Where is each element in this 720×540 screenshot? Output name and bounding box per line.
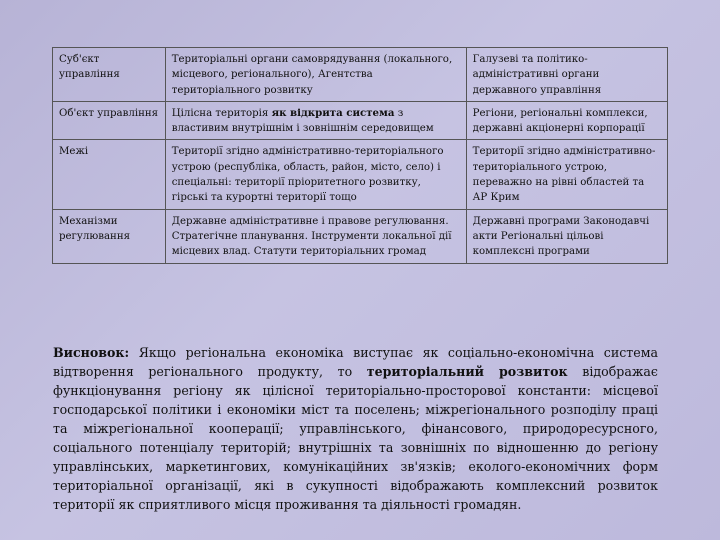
row-label: Механізми регулювання: [53, 209, 166, 263]
cell-state: Державні програми Законодавчі акти Регіональні цільові комплексні програми: [466, 209, 667, 263]
row-label: Суб'єкт управління: [53, 48, 166, 102]
cell-local: [165, 101, 466, 140]
comparison-table: [52, 47, 668, 264]
cell-local: Територіальні органи самоврядування (локального, місцевого, регіонального), Агентства територіального розвитку: [165, 48, 466, 102]
conclusion-lead: Висновок:: [53, 345, 130, 360]
table-row: [53, 140, 668, 209]
table-row: [53, 101, 668, 140]
row-label: Межі: [53, 140, 166, 209]
cell-bold-text: як відкрита система: [271, 106, 395, 119]
cell-local: Державне адміністративне і правове регулювання. Стратегічне планування. Інструменти локальної дії місцевих влад. Статути територіальних громад: [165, 209, 466, 263]
cell-text: з властивим внутрішнім і зовнішнім середовищем: [171, 107, 434, 135]
cell-state: Регіони, регіональні комплекси, державні акціонерні корпорації: [466, 101, 667, 140]
conclusion-text: Якщо регіональна економіка виступає як соціально-економічна система відтворення регіонального продукту, то: [53, 345, 658, 379]
conclusion-emphasis: територіальний розвиток: [366, 364, 568, 379]
conclusion-text: відображає функціонування регіону як цілісної територіально-просторової константи: місцевої господарської політики і економіки міст та поселень; міжрегіонального розподілу праці та міжрегіональної кооперації; управлінського, фінансового, природоресурсного, соціального потенціалу територій; внутрішніх та зовнішніх по відношенню до регіону управлінських, маркетингових, комунікаційних зв'язків; еколого-економічних форм територіальної організації, які в сукупності відображають комплексний розвиток території як сприятливого місця проживання та діяльності громадян.: [53, 364, 658, 512]
cell-local: Території згідно адміністративно-територіального устрою (республіка, область, район, місто, село) і спеціальні: території пріоритетного розвитку, гірські та курортні території тощо: [165, 140, 466, 209]
table-row: [53, 48, 668, 102]
conclusion-paragraph: [53, 343, 658, 514]
table-row: [53, 209, 668, 263]
cell-state: Території згідно адміністративно-територіального устрою, переважно на рівні областей та АР Крим: [466, 140, 667, 209]
cell-state: Галузеві та політико-адміністративні органи державного управління: [466, 48, 667, 102]
row-label: Об'єкт управління: [53, 101, 166, 140]
cell-text: Цілісна територія: [171, 107, 272, 119]
